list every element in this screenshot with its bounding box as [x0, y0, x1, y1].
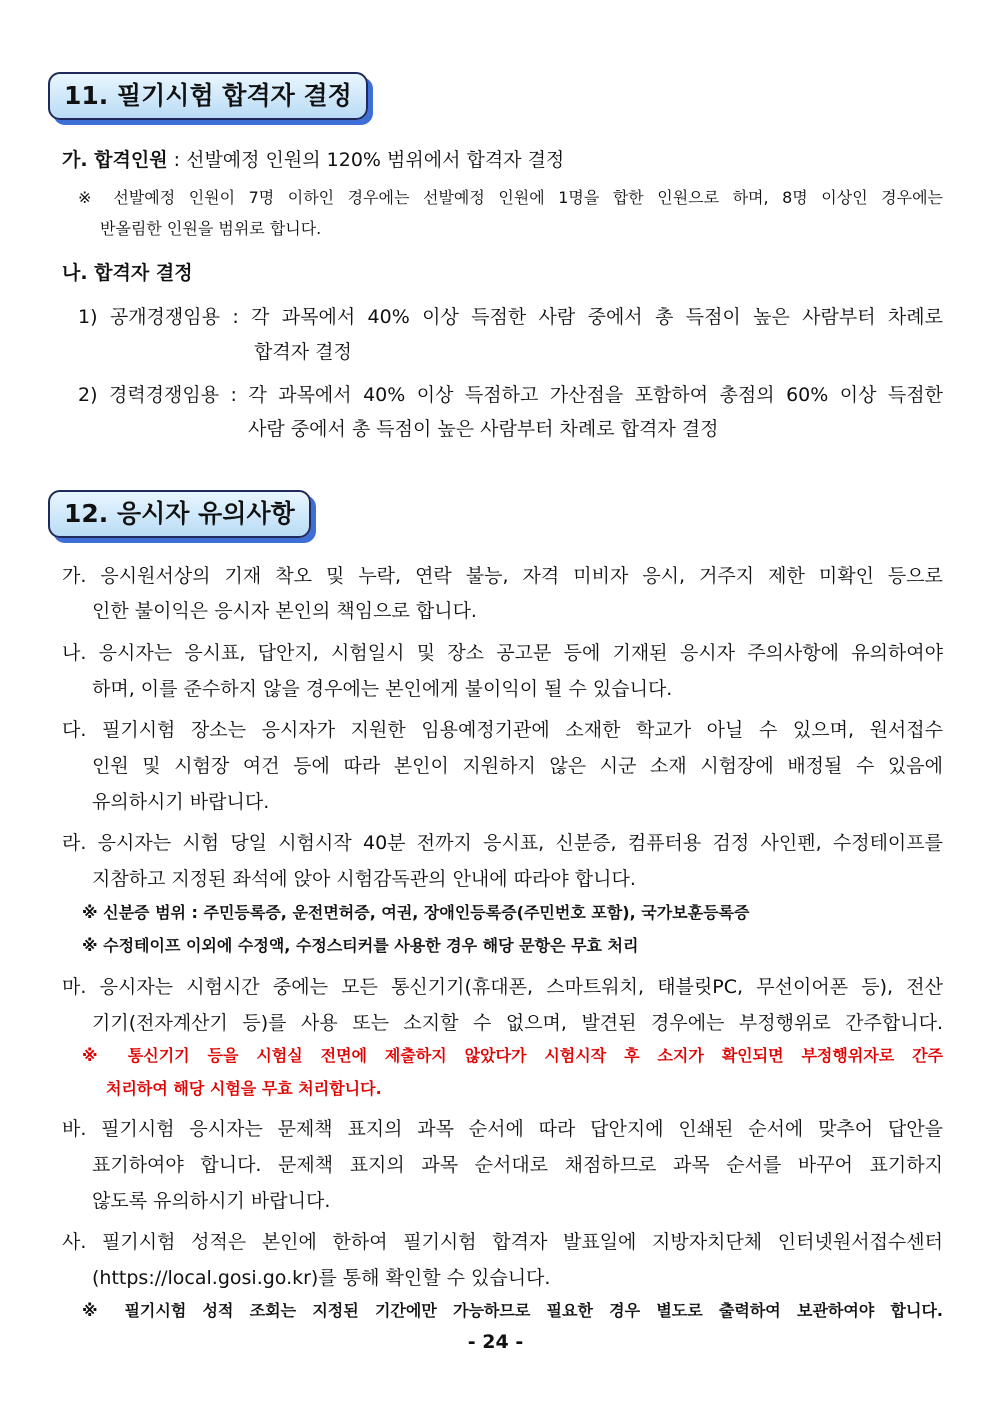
item-ma-line-2: 기기(전자계산기 등)를 사용 또는 소지할 수 없으며, 발견된 경우에는 부정행위로 간주합니다. — [92, 1012, 943, 1034]
item-ba-line-1: 바. 필기시험 응시자는 문제책 표지의 과목 순서에 따라 답안지에 인쇄된 순서에 맞추어 답안을 — [62, 1118, 943, 1140]
section-12-title: 12. 응시자 유의사항 — [48, 490, 311, 538]
item-ra-note-id-range: ※ 신분증 범위 : 주민등록증, 운전면허증, 여권, 장애인등록증(주민번호 포함), 국가보훈등록증 — [82, 903, 750, 922]
item-ma-warning-line-2: 처리하여 해당 시험을 무효 처리합니다. — [106, 1079, 382, 1098]
item-sa-line-2: (https://local.gosi.go.kr)를 통해 확인할 수 있습니다. — [92, 1267, 551, 1289]
section-11-b1-line-1: 1) 공개경쟁임용 : 각 과목에서 40% 이상 득점한 사람 중에서 총 득점이 높은 사람부터 차례로 — [78, 306, 943, 328]
section-11-b1-line-2: 합격자 결정 — [254, 341, 352, 363]
section-11-note-line-1: ※ 선발예정 인원이 7명 이하인 경우에는 선발예정 인원에 1명을 합한 인원으로 하며, 8명 이상인 경우에는 — [78, 188, 943, 207]
item-na-line-2: 하며, 이를 준수하지 않을 경우에는 본인에게 불이익이 될 수 있습니다. — [92, 678, 673, 700]
item-ma-line-1: 마. 응시자는 시험시간 중에는 모든 통신기기(휴대폰, 스마트워치, 태블릿PC, 무선이어폰 등), 전산 — [62, 976, 943, 998]
item-ga-line-1: 가. 응시원서상의 기재 착오 및 누락, 연락 불능, 자격 미비자 응시, 거주지 제한 미확인 등으로 — [62, 565, 943, 587]
item-sa-line-1: 사. 필기시험 성적은 본인에 한하여 필기시험 합격자 발표일에 지방자치단체 인터넷원서접수센터 — [62, 1231, 943, 1253]
item-ra-line-2: 지참하고 지정된 좌석에 앉아 시험감독관의 안내에 따라야 합니다. — [92, 868, 636, 890]
section-11-b2-line-2: 사람 중에서 총 득점이 높은 사람부터 차례로 합격자 결정 — [248, 418, 719, 440]
item-a-text: : 선발예정 인원의 120% 범위에서 합격자 결정 — [167, 149, 565, 171]
section-11-item-a — [62, 145, 564, 172]
item-ra-line-1: 라. 응시자는 시험 당일 시험시작 40분 전까지 응시표, 신분증, 컴퓨터용 검정 사인펜, 수정테이프를 — [62, 832, 943, 854]
item-a-label: 가. 합격인원 — [62, 149, 168, 171]
item-ra-note-correction: ※ 수정테이프 이외에 수정액, 수정스티커를 사용한 경우 해당 문항은 무효 처리 — [82, 936, 639, 955]
item-ma-warning-line-1: ※ 통신기기 등을 시험실 전면에 제출하지 않았다가 시험시작 후 소지가 확인되면 부정행위자로 간주 — [82, 1046, 943, 1065]
item-na-line-1: 나. 응시자는 응시표, 답안지, 시험일시 및 장소 공고문 등에 기재된 응시자 주의사항에 유의하여야 — [62, 642, 943, 664]
page-number: - 24 - — [467, 1331, 524, 1353]
item-ba-line-3: 않도록 유의하시기 바랍니다. — [92, 1190, 331, 1212]
item-da-line-3: 유의하시기 바랍니다. — [92, 791, 270, 813]
section-11-title: 11. 필기시험 합격자 결정 — [48, 72, 368, 120]
item-ga-line-2: 인한 불이익은 응시자 본인의 책임으로 합니다. — [92, 600, 477, 622]
section-11-note-line-2: 반올림한 인원을 범위로 합니다. — [100, 219, 322, 238]
item-da-line-2: 인원 및 시험장 여건 등에 따라 본인이 지원하지 않은 시군 소재 시험장에 배정될 수 있음에 — [92, 755, 943, 777]
item-da-line-1: 다. 필기시험 장소는 응시자가 지원한 임용예정기관에 소재한 학교가 아닐 수 있으며, 원서접수 — [62, 719, 943, 741]
section-11-b2-line-1: 2) 경력경쟁임용 : 각 과목에서 40% 이상 득점하고 가산점을 포함하여 총점의 60% 이상 득점한 — [78, 384, 943, 406]
item-sa-note: ※ 필기시험 성적 조회는 지정된 기간에만 가능하므로 필요한 경우 별도로 출력하여 보관하여야 합니다. — [82, 1301, 943, 1320]
section-11-item-b-label: 나. 합격자 결정 — [62, 262, 193, 284]
item-ba-line-2: 표기하여야 합니다. 문제책 표지의 과목 순서대로 채점하므로 과목 순서를 바꾸어 표기하지 — [92, 1154, 943, 1176]
